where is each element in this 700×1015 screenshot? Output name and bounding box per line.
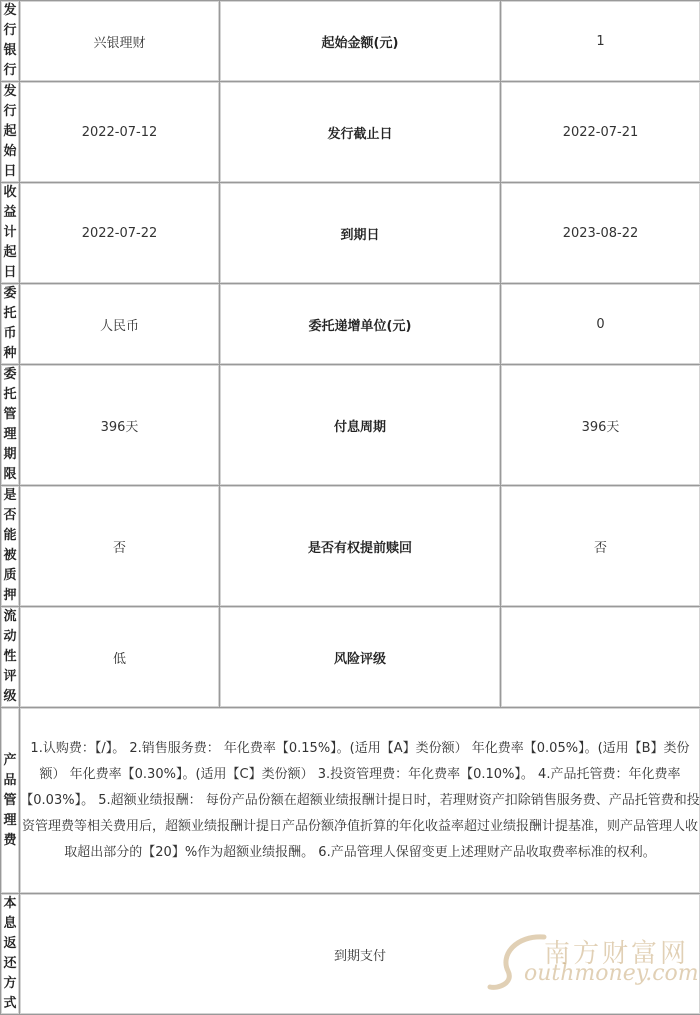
row-value: 人民币 [20, 284, 220, 365]
table-row [1, 1, 700, 82]
repay-value: 到期支付 [20, 894, 700, 1015]
row-label: 委托币种 [1, 284, 20, 365]
row-label-2: 委托递增单位(元) [220, 284, 501, 365]
row-value: 2022-07-12 [20, 82, 220, 183]
row-value-2: 396天 [501, 365, 700, 486]
row-label-2: 发行截止日 [220, 82, 501, 183]
table-row [1, 82, 700, 183]
row-value-2: 0 [501, 284, 700, 365]
row-value: 396天 [20, 365, 220, 486]
row-value-2: 1 [501, 1, 700, 82]
row-value-2: 2023-08-22 [501, 183, 700, 284]
fee-description: 1.认购费：【/】。 2.销售服务费： 年化费率【0.15%】。(适用【A】类份额） 年化费率【0.05%】。(适用【B】类份额） 年化费率【0.30%】。(适用【C】类份额） 3.投资管理费：年化费率【0.10%】。 4.产品托管费：年化费率【0.03%】。 5.超额业绩报酬： 每份产品份额在超额业绩报酬计提日时，若理财资产扣除销售服务费、产品托管费和投资管理费等相关费用后，超额业绩报酬计提日产品份额净值折算的年化收益率超过业绩报酬计提基准，则产品管理人收取超出部分的【20】%作为超额业绩报酬。 6.产品管理人保留变更上述理财产品收取费率标准的权利。 [20, 708, 700, 894]
table-row [1, 486, 700, 607]
row-label: 收益计起日 [1, 183, 20, 284]
row-value: 否 [20, 486, 220, 607]
row-label-2: 是否有权提前赎回 [220, 486, 501, 607]
table-row [1, 284, 700, 365]
row-value-2: 否 [501, 486, 700, 607]
row-label-2: 风险评级 [220, 607, 501, 708]
row-value-2 [501, 607, 700, 708]
row-label: 发行起始日 [1, 82, 20, 183]
watermark-cn: 南方财富网 [544, 939, 690, 969]
row-label-2: 到期日 [220, 183, 501, 284]
row-label: 是否能被质押 [1, 486, 20, 607]
row-value: 兴银理财 [20, 1, 220, 82]
row-value: 低 [20, 607, 220, 708]
repay-label: 本息返还方式 [1, 894, 20, 1015]
row-label: 流动性评级 [1, 607, 20, 708]
row-label: 发行银行 [1, 1, 20, 82]
row-label: 委托管理期限 [1, 365, 20, 486]
table-row [1, 365, 700, 486]
row-label-2: 付息周期 [220, 365, 501, 486]
fee-row [1, 708, 700, 894]
row-value-2: 2022-07-21 [501, 82, 700, 183]
row-label-2: 起始金额(元) [220, 1, 501, 82]
watermark-en: outhmoney.com [524, 961, 699, 986]
fee-label: 产品管理费 [1, 708, 20, 894]
table-row [1, 607, 700, 708]
table-row [1, 183, 700, 284]
row-value: 2022-07-22 [20, 183, 220, 284]
